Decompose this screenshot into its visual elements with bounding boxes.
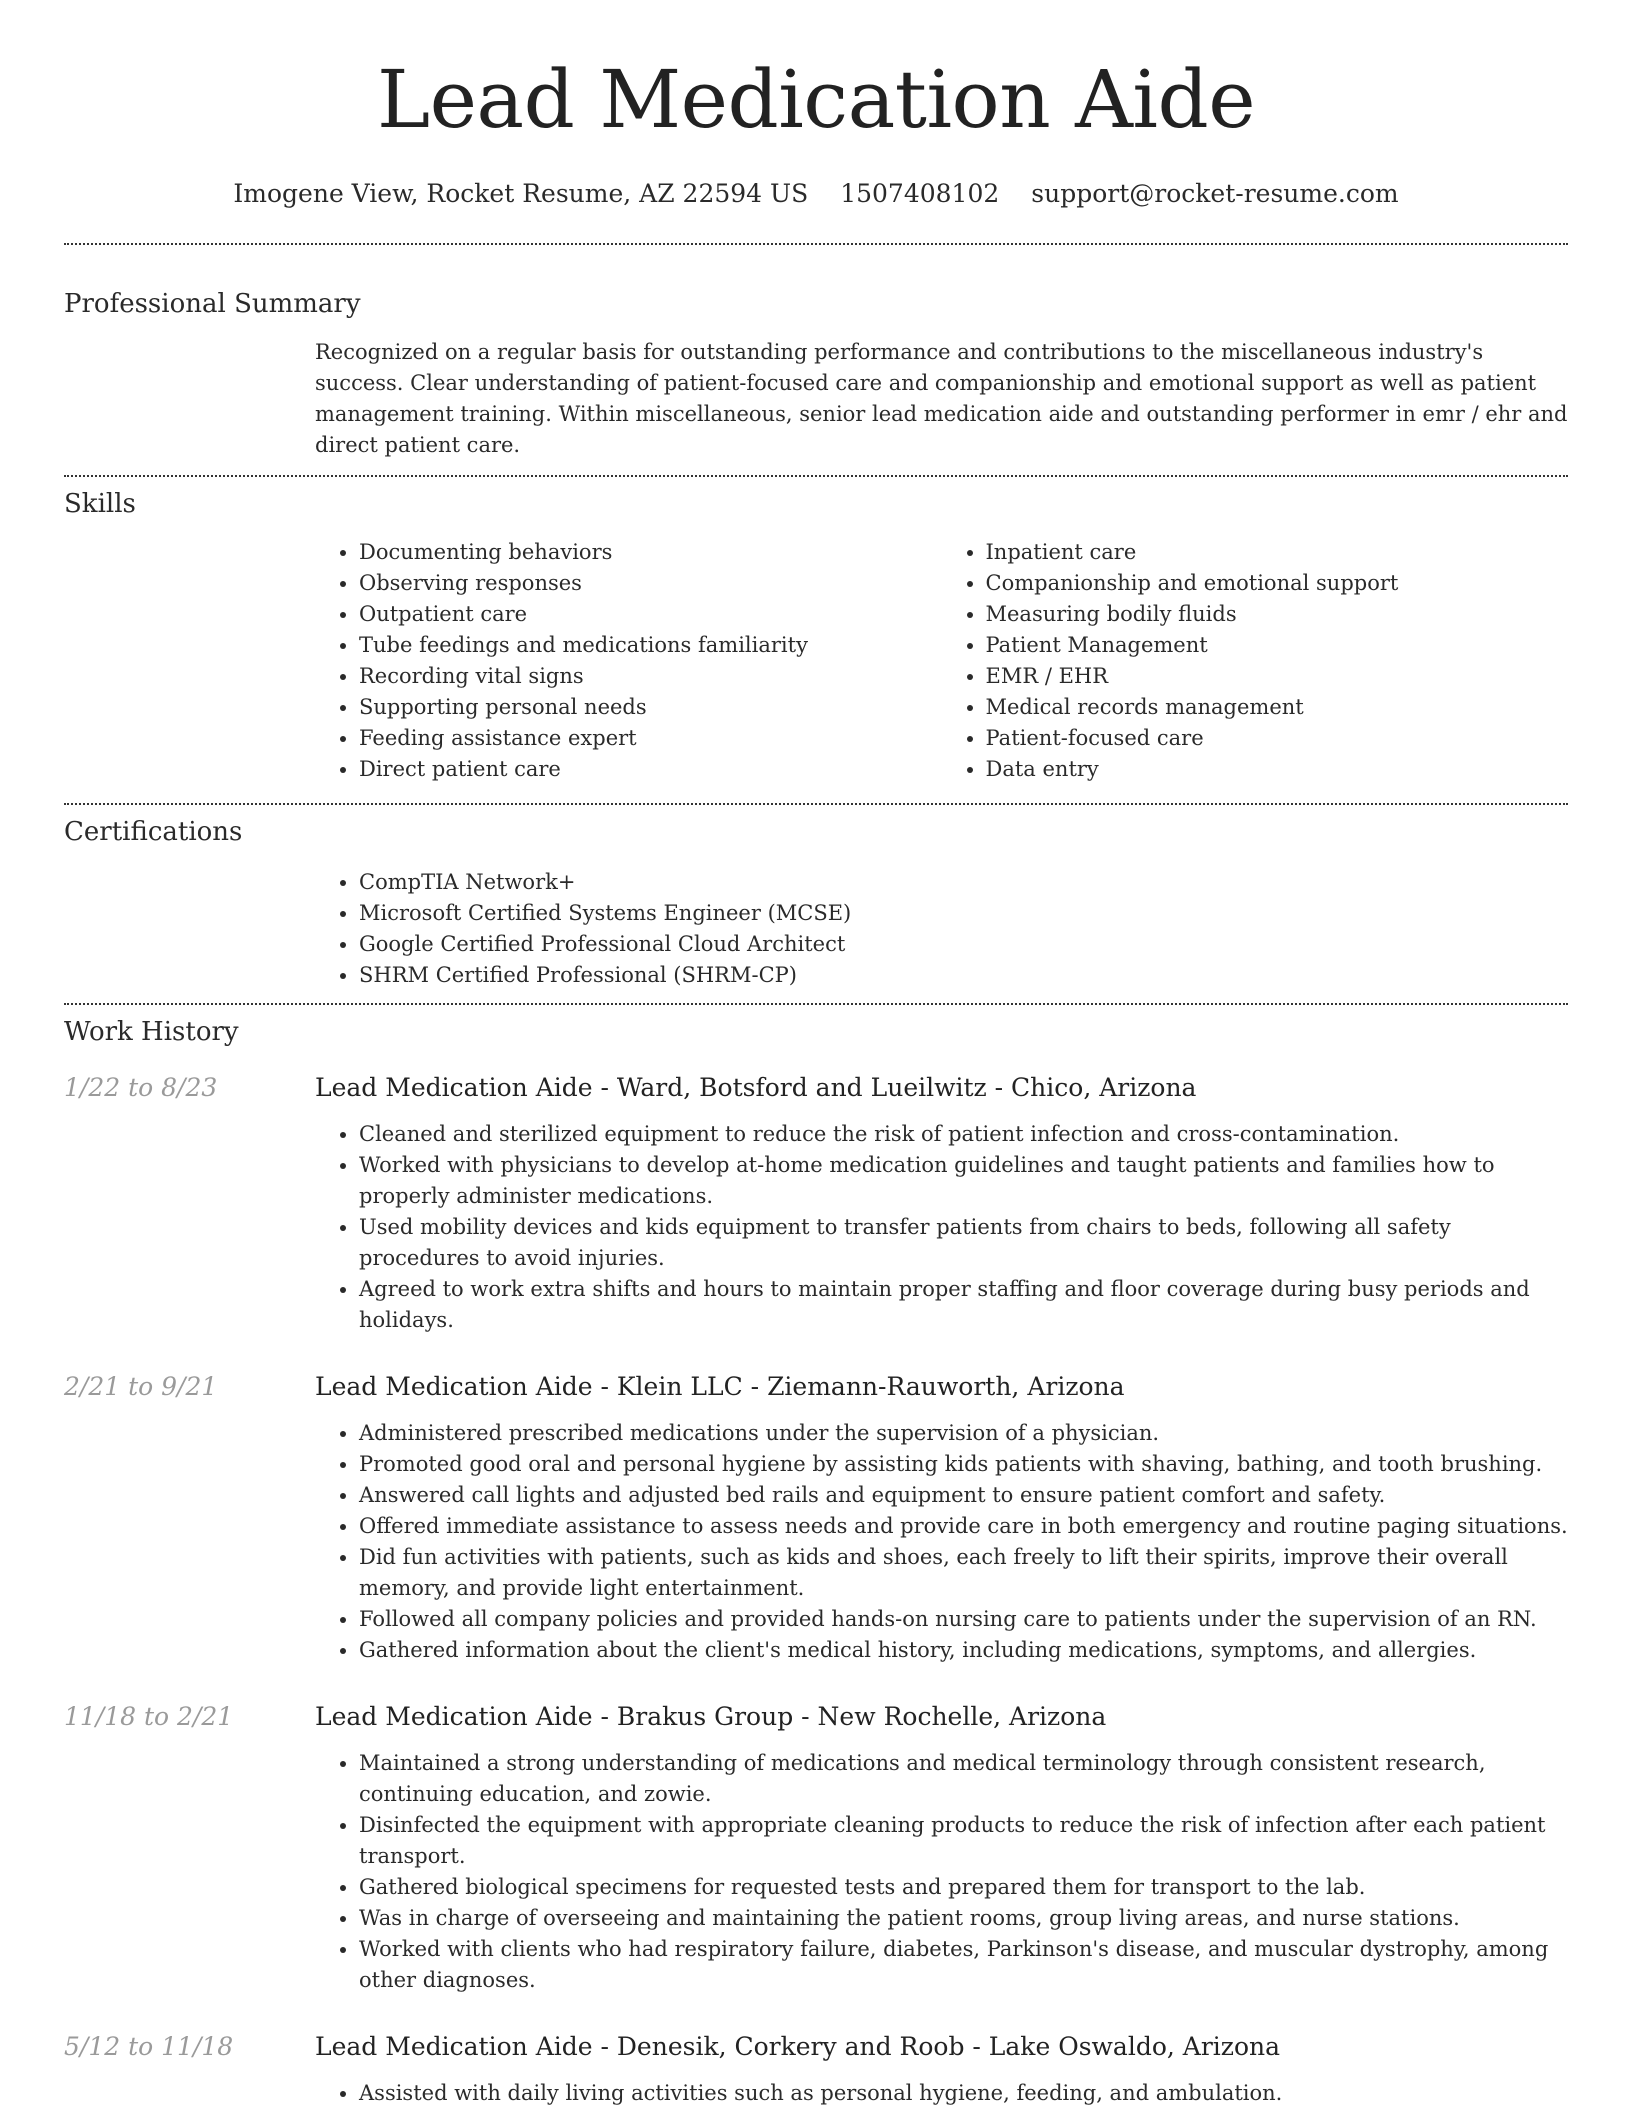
job-title: Lead Medication Aide - Klein LLC - Ziemann-Rauworth, Arizona (315, 1372, 1125, 1401)
job-entry (64, 2030, 1568, 2109)
skill-item: • Data entry (986, 754, 1569, 785)
contact-email: support@rocket-resume.com (1031, 179, 1399, 208)
skill-item: • Patient Management (986, 630, 1569, 661)
summary-section (64, 287, 1568, 461)
section-divider (64, 243, 1568, 245)
skills-heading: Skills (64, 489, 136, 519)
certification-item: • Microsoft Certified Systems Engineer (MCSE) (359, 898, 1568, 929)
job-bullet: • Did fun activities with patients, such as kids and shoes, each freely to lift their spirits, improve their overall memory, and provide light entertainment. (359, 1542, 1568, 1604)
skill-item: • Documenting behaviors (359, 537, 942, 568)
skills-list-left (315, 537, 942, 785)
skills-grid (315, 537, 1568, 785)
job-bullet: • Promoted good oral and personal hygiene by assisting kids patients with shaving, bathing, and tooth brushing. (359, 1449, 1568, 1480)
job-bullet: • Assisted with daily living activities such as personal hygiene, feeding, and ambulation. (359, 2078, 1568, 2109)
summary-text: Recognized on a regular basis for outstanding performance and contributions to the miscellaneous industry's success. Clear understanding of patient-focused care and companionship and emotional support as well as patient management training. Within miscellaneous, senior lead medication aide and outstanding performer in emr / ehr and direct patient care. (315, 340, 1568, 457)
resume-page (64, 0, 1568, 2112)
job-entry (64, 1370, 1568, 1666)
skill-item: • Direct patient care (359, 754, 942, 785)
certifications-section (64, 815, 1568, 991)
skill-item: • Inpatient care (986, 537, 1569, 568)
work-history-section (64, 1015, 1568, 2109)
skill-item: • Supporting personal needs (359, 692, 942, 723)
job-title: Lead Medication Aide - Brakus Group - New Rochelle, Arizona (315, 1702, 1107, 1731)
job-bullet: • Worked with physicians to develop at-home medication guidelines and taught patients and families how to properly administer medications. (359, 1150, 1568, 1212)
skill-item: • Observing responses (359, 568, 942, 599)
job-date: 2/21 to 9/21 (64, 1372, 218, 1401)
skill-item: • Recording vital signs (359, 661, 942, 692)
job-entry (64, 1700, 1568, 1996)
job-bullet: • Was in charge of overseeing and maintaining the patient rooms, group living areas, and nurse stations. (359, 1903, 1568, 1934)
job-bullet: • Offered immediate assistance to assess needs and provide care in both emergency and routine paging situations. (359, 1511, 1568, 1542)
candidate-name: Lead Medication Aide (376, 53, 1256, 146)
skill-item: • Companionship and emotional support (986, 568, 1569, 599)
skill-item: • Tube feedings and medications familiarity (359, 630, 942, 661)
job-title: Lead Medication Aide - Ward, Botsford and Lueilwitz - Chico, Arizona (315, 1073, 1197, 1102)
certification-item: • Google Certified Professional Cloud Architect (359, 929, 1568, 960)
job-bullets (315, 1418, 1568, 1666)
skill-item: • Feeding assistance expert (359, 723, 942, 754)
job-date: 5/12 to 11/18 (64, 2032, 234, 2061)
contact-phone: 1507408102 (840, 179, 1000, 208)
certification-item: • SHRM Certified Professional (SHRM-CP) (359, 960, 1568, 991)
summary-heading: Professional Summary (64, 289, 361, 319)
certification-item: • CompTIA Network+ (359, 867, 1568, 898)
job-bullet: • Gathered information about the client's medical history, including medications, symptoms, and allergies. (359, 1635, 1568, 1666)
job-title: Lead Medication Aide - Denesik, Corkery and Roob - Lake Oswaldo, Arizona (315, 2032, 1281, 2061)
contact-address: Imogene View, Rocket Resume, AZ 22594 US (233, 179, 809, 208)
resume-header (64, 0, 1568, 210)
job-bullet: • Administered prescribed medications under the supervision of a physician. (359, 1418, 1568, 1449)
certifications-list (315, 867, 1568, 991)
job-bullet: • Cleaned and sterilized equipment to reduce the risk of patient infection and cross-contamination. (359, 1119, 1568, 1150)
section-divider (64, 1003, 1568, 1005)
job-bullet: • Maintained a strong understanding of medications and medical terminology through consistent research, continuing education, and zowie. (359, 1748, 1568, 1810)
contact-line (64, 178, 1568, 210)
work-history-heading: Work History (64, 1017, 239, 1047)
section-divider (64, 803, 1568, 805)
job-bullet: • Worked with clients who had respiratory failure, diabetes, Parkinson's disease, and muscular dystrophy, among other diagnoses. (359, 1934, 1568, 1996)
skill-item: • Measuring bodily fluids (986, 599, 1569, 630)
job-date: 1/22 to 8/23 (64, 1073, 218, 1102)
job-bullets (315, 2078, 1568, 2109)
job-bullet: • Answered call lights and adjusted bed rails and equipment to ensure patient comfort and safety. (359, 1480, 1568, 1511)
job-date: 11/18 to 2/21 (64, 1702, 234, 1731)
skill-item: • Medical records management (986, 692, 1569, 723)
skill-item: • EMR / EHR (986, 661, 1569, 692)
skills-section (64, 487, 1568, 785)
skill-item: • Patient-focused care (986, 723, 1569, 754)
job-bullet: • Used mobility devices and kids equipment to transfer patients from chairs to beds, following all safety procedures to avoid injuries. (359, 1212, 1568, 1274)
job-list (64, 1071, 1568, 2109)
skills-list-right (942, 537, 1569, 785)
job-bullets (315, 1748, 1568, 1996)
job-bullets (315, 1119, 1568, 1336)
job-bullet: • Gathered biological specimens for requested tests and prepared them for transport to the lab. (359, 1872, 1568, 1903)
job-bullet: • Followed all company policies and provided hands-on nursing care to patients under the supervision of an RN. (359, 1604, 1568, 1635)
job-entry (64, 1071, 1568, 1336)
job-bullet: • Disinfected the equipment with appropriate cleaning products to reduce the risk of infection after each patient transport. (359, 1810, 1568, 1872)
section-divider (64, 475, 1568, 477)
skill-item: • Outpatient care (359, 599, 942, 630)
job-bullet: • Agreed to work extra shifts and hours to maintain proper staffing and floor coverage during busy periods and holidays. (359, 1274, 1568, 1336)
certifications-heading: Certifications (64, 817, 243, 847)
